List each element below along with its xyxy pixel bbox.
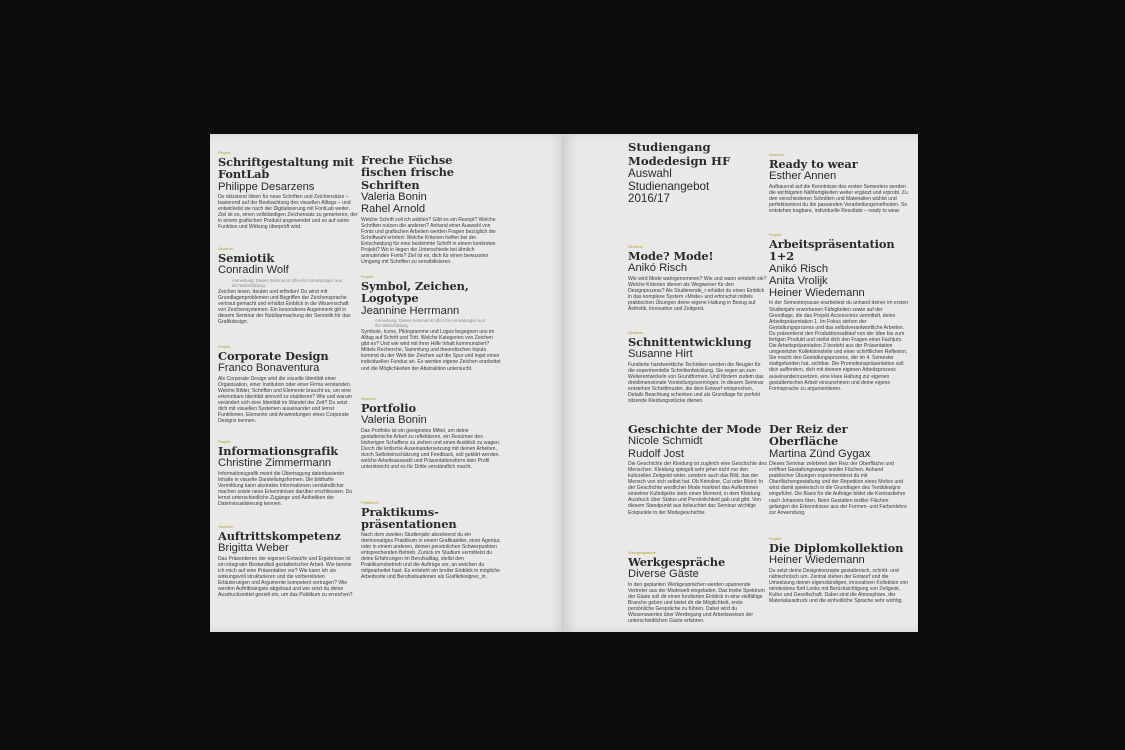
entry [218,344,358,424]
entry-tag: Seminar [218,246,233,251]
entry-body: Wie wird Mode wahrgenommen? Wie und wann entsteht sie? Welche Kriterien dienen als Wegweiser für den Designprozess? Als Studierende_r erhältst du einen Einblick in das komplexe System «Mode» und erforschst mittels praktischen Übungen deine eigene Haltung in Bezug auf Ästhetik, Innovation und Zeitgeist. [628,275,767,313]
entry-body: Nach dem zweiten Studienjahr absolvierst du ein dreimonatiges Praktikum in einem Grafikatelier, einer Agentur, oder in einem anderen, deinen persönlichen Schwerpunkten entsprechenden Betrieb. Zurück im Studium vermittelst du deine Erfahrungen im Berufsalltag, stellst den Praktikumsbetrieb und die Aufträge vor, an welchen du mitgearbeitet hast. Es entsteht ein breiter Einblick in mögliche Arbeitsorte und Berufssituationen als Grafikdesigner_in. [361,531,501,581]
entry-title: Arbeitspräsentation 1+2 [769,237,895,264]
entry-person: Anikó Risch [628,262,688,275]
entry-body: Du setzt deine Designkonzepte gestalterisch, schnitt- und nähtechnisch um. Zentral stehen der Entwurf und die Umsetzung deiner eigenständigen, innovativen Kollektion von mindestens fünf Looks mit Berücksichtigung von Zeitgeist, Kultur und Gesellschaft. Dabei sind die Atmosphäre, der Materialausdruck und die einheitliche Sprache sehr wichtig. [769,567,909,605]
entry-tag: Projekt [218,150,231,155]
entry-body: Dieses Seminar zelebriert den Reiz der Oberfläche und eröffnet Gestaltungswege textiler Flächen. Anhand praktischer Übungen experimentierst du mit Oberflächengestaltung und der Repetition eines Motivs und wirst damit spielerisch in die Grundlagen des Textildesigns eingeführt. Die Basis für die Aufträge bildet die Kontrastlehre nach Johannes Itten. Beim Gestalten textiler Flächen gelangen die Erkenntnisse aus der Formen- und Farbenlehre zur Anwendung. [769,461,907,516]
entry-body: In den geplanten Werkgesprächen werden spannende Vertreter aus der Modewelt eingeladen. Das breite Spektrum der Gäste soll dir einen fundierten Einblick in eine vielfältige Branche geben und bietet dir die Möglichkeit, erste persönliche Gespräche zu führen. Dabei wird du Wissenswertes über Werdegang und Arbeitsweisen der unterschiedlichen Gäste erfahren. [628,581,765,625]
entry-title: Auftrittskompetenz [218,529,341,543]
entry-title: Freche Füchse fischen frische Schriften [361,153,454,192]
entry-title: Praktikums-präsentationen [361,505,457,532]
entry-person: Heiner Wiedemann [769,554,865,567]
entry-title: Schnittentwicklung [628,335,752,349]
entry-body: Symbole, Icons, Piktogramme und Logos begegnen uns im Alltag auf Schritt und Tritt. Welche Kategorien von Zeichen gibt es? Und wie wird mit ihrer Hilfe Inhalt kommuniziert? Mittels Recherche, Sammlung und theoretischen Inputs kommst du der Welt der Zeichen auf die Spur und legst einen individuellen Fundus an. Es werden eigene Zeichen erarbeitet und die Möglichkeiten der Abstraktion untersucht. [361,329,501,372]
entry-person: Esther Annen [769,170,837,183]
entry-title: Ready to wear [769,157,858,171]
entry [628,330,768,404]
right-page [564,134,918,632]
entry-person: Conradin Wolf [218,264,289,277]
entry-person: Valeria Bonin [361,414,427,427]
entry-tag: Projekt [218,439,231,444]
entry-body: Fundierte handwerkliche Techniken werden die Neugier für die experimentelle Schnittentwicklung. Sie regen an zum Weiterentwickeln von Grundformen. Und fördern zudem das dreidimensionale Vorstellungsvermögen. In diesem Seminar entstehen Schnittmuster, die dem Entwurf entsprechen, Details Beachtung schenken und als Grundlage für perfekt sitzende Kleidungsstücke dienen. [628,361,764,405]
course-line-3: Auswahl [628,167,672,181]
entry-person: Martina Zünd Gygax [769,447,871,460]
entry-person: Susanne Hirt [628,348,693,361]
entry [218,439,358,507]
entry [361,396,501,470]
entry-body: Zeichen lesen, deuten und erfinden! Du wirst mit Grundlagenproblemen und Begriffen der Zeichensprache vertraut gemacht und erhältst Einblick in die Wissenschaft von Zeichensystemen. Ein besonderes Augenmerk gilt in diesem Seminar der Nutzbarmachung der Semiotik für das Grafikdesign. [218,288,351,326]
entry-tag: Projekt [769,232,782,237]
entry-title: Portfolio [361,401,416,415]
entry-body: Das Präsentieren der eigenen Entwürfe und Ergebnisse ist ein integraler Bestandteil gestalterischer Arbeit. Wie bereite ich mich auf eine Präsentation vor? Wie kann ich sie wirkungsvoll strukturieren und die vorbereiteten Erläuterungen und Argumente kompetent vortragen? Wie werden Auftrittsängste abgebaut und wie setzt du deine Ausdrucksmittel gezielt ein, um das Publikum zu erreichen? [218,555,353,599]
entry [628,423,768,516]
entry-body: Du skizzierst Ideen für neue Schriften und Zeichensätze – basierend auf der Beobachtung des visuellen Alltags – und entwickelst sie nach der Digitalisierung mit FontLab weiter. Ziel ist es, einen vollständigen Zeichensatz zu generieren, der in einem grafischen Produkt angewendet und so auf seine Funktion und Wirkung überprüft wird. [218,194,358,231]
entry-title: Corporate Design [218,349,329,363]
entry-note: Anmerkung: Dieses Seminar ist offen für Anmeldungen aus der Weiterbildung. [232,277,342,288]
entry-person: Anita Vrolijk [769,275,828,288]
entry-person: Brigitta Weber [218,542,289,555]
course-line-2: Modedesign HF [628,153,731,168]
entry-person: Valeria Bonin [361,191,427,204]
entry-tag: Seminar [218,524,233,529]
entry-body: Welche Schrift soll ich wählen? Gibt es ein Rezept? Welche Schriften nutzen die anderen? Anhand einer Auswahl von Fonts und grafischen Arbeiten werden Fragen bezüglich der Schriftwahl erörtert: Welche Kriterien helfen bei der Entscheidung für eine bestimmte Schrift in einem konkreten Projekt? Wo in liegen die Unterschiede bei ähnlich anmutenden Fonts? Ziel ist es, dich für einen bewussten Umgang mit Schriften zu sensibilisieren. [361,216,497,266]
entry-tag: Seminar [628,330,643,335]
entry [628,244,768,312]
entry-title: Semiotik [218,251,275,265]
entry-title: Schriftgestaltung mit FontLab [218,155,354,182]
right-column-1 [628,134,768,632]
entry-tag: Projekt [361,274,374,279]
entry-body: Informationsgrafik meint die Übertragung datenbasierter Inhalte in visuelle Darstellungsformen. Die bildhafte Vermittlung kann abstrakte Informationen verständlicher machen sowie neue Erkenntnisse darüber erschliessen. Du lernst unterschiedliche Zugänge und Ästhetiken der Datenvisualisierung kennen. [218,470,353,508]
entry [769,536,909,604]
entry-title: Informationsgrafik [218,444,339,458]
entry-person: Nicole Schmidt [628,435,703,448]
right-column-2 [769,134,909,632]
entry [361,274,501,372]
entry-tag: Projekt [769,536,782,541]
entry-tag: Werkgespräche [628,550,656,555]
entry-title: Die Diplomkollektion [769,541,904,555]
entry-tag: Projekt [218,344,231,349]
entry-title: Geschichte der Mode [628,422,762,436]
left-column-2 [361,134,501,632]
entry-body: Aufbauend auf die Kenntnisse des ersten Semesters werden die wichtigsten Nähfertigkeiten weiter ergänzt und erprobt. Zu den verschiedenen Schnitten und Materialien wählst und perfektionierst du die passenden Verarbeitungsmethoden. So entstehen tragbare, individuelle Resultate – ready to wear. [769,183,908,214]
entry-title: Werkgespräche [628,555,726,569]
entry-person: Christine Zimmermann [218,457,332,470]
entry [218,524,358,598]
entry-person: Rudolf Jost [628,447,684,460]
entry [361,500,501,581]
entry [769,152,909,214]
entry [218,246,358,325]
course-line-1: Studiengang [628,140,711,154]
entry-person: Franco Bonaventura [218,362,320,375]
entry-person: Rahel Arnold [361,203,426,216]
entry-tag: Seminar [769,152,784,157]
left-page [210,134,564,632]
left-column-1 [218,134,358,632]
course-line-5: 2016/17 [628,192,670,206]
entry-title: Der Reiz der Oberfläche [769,422,848,449]
entry-tag: Seminar [361,396,376,401]
entry-title: Symbol, Zeichen, Logotype [361,279,469,306]
entry-tag: Seminar [628,244,643,249]
entry-title: Mode? Mode! [628,249,714,263]
entry-body: Als Corporate Design wird die visuelle Identität einer Organisation, einer Institution oder einer Firma verstanden. Welche Bilder, Schriften und Elemente braucht es, um eine erkennbare Identität sinnvoll zu etablieren? Wie und warum verändert sich eine Identität im Wandel der Zeit? Du setzt dich mit visuellen Systemen auseinander und lernst Funktionen, Elemente und Anwendungen eines Corporate Designs kennen. [218,375,352,425]
entry-person: Heiner Wiedemann [769,287,865,300]
entry-tag: Praktikum [361,500,379,505]
entry [769,232,909,392]
entry-body: Das Portfolio ist ein geeignetes Mittel, um deine gestalterische Arbeit zu reflektieren, ein Resümee des bisherigen Schaffens zu ziehen und einen Ausblick zu wagen. Durch die kritische Auseinandersetzung mit deinen Arbeiten, durch Selbsteinschätzung und Feedback, soll geklärt werden, welche Arbeitsauswahl und Präsentationsform dein Profil unterstreicht und es für Dritte verständlich macht. [361,427,501,471]
entry-note: Anmerkung: Dieses Seminar ist offen für Anmeldungen aus der Weiterbildung. [375,318,485,329]
entry [218,150,358,231]
entry-body: Die Geschichte der Kleidung ist zugleich eine Geschichte des Menschen. Kleidung spiegelt sehr jeher nicht nur den kulturellen Zeitgeist wider, sondern auch das Bild, das der Mensch von sich selbst hat. Ob Krinoline, Cut oder Bikini: In der Geschichte westlicher Mode markiert das Aufkommen einzelner Kultobjekte stets einen Moment, in dem Kleidung Ausdruck über Status und Persönlichkeit gab und gibt. Von diesem Standpunkt aus beleuchtet das Seminar wichtige Eckpunkte in der Modegeschichte. [628,460,767,516]
entry-person: Jeannine Herrmann [361,304,460,317]
entry-body: In der Semesterpause erarbeitest du anhand deiner im ersten Studienjahr erworbenen Fähigkeiten sowie auf der Grundlage, die das Projekt Accessoires vermittelt, deine Arbeitspräsentation 1. Im Fokus stehen der Gestaltungsprozess und das selbstverantwortliche Arbeiten. Du präsentierst den Produktionsablauf von der Idee bis zum fertigen Produkt und stellst dich den Fragen einer Fachjury. Die Arbeitspräsentation 2 besteht aus der Präsentation umgesetzter Kollektionsteile und einer schriftlichen Reflexion. Sie macht den Gestaltungsprozess, der im 4. Semester stattgefunden hat, sichtbar. Die Promotionspräsentation soll dich auffordern, dich mit deinem eigenen Arbeitsprozess auseinanderzusetzen, eine klare Haltung zur eigenen gestalterischen Arbeit einzunehmen und deine eigene Formsprache zu argumentieren. [769,300,909,392]
entry-person: Philippe Desarzens [218,180,315,193]
entry [628,550,768,624]
entry-person: Anikó Risch [769,262,829,275]
entry [769,423,909,516]
entry [361,154,501,265]
entry-person: Diverse Gäste [628,568,699,581]
course-line-4: Studienangebot [628,179,710,193]
